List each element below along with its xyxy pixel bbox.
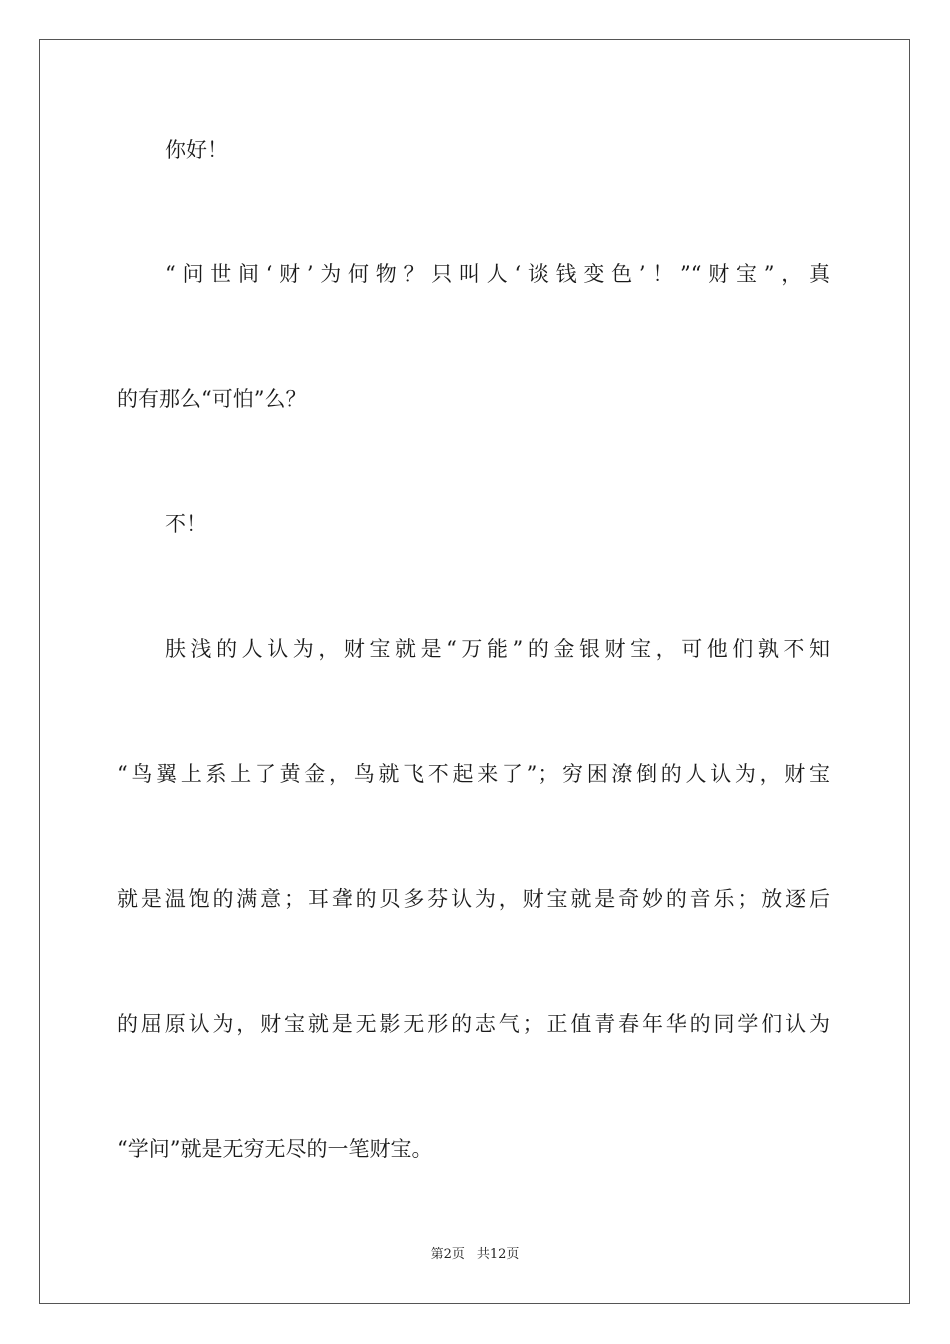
paragraph-line: “问世间‘财’为何物？只叫人‘谈钱变色’！”“财宝”，真 [165,262,830,286]
paragraph-line: “鸟翼上系上了黄金，鸟就飞不起来了”；穷困潦倒的人认为，财宝 [117,762,830,786]
page-number: 第2页 [430,1247,465,1262]
page-total: 共12页 [476,1247,520,1262]
paragraph-line: 肤浅的人认为，财宝就是“万能”的金银财宝，可他们孰不知 [165,637,830,661]
paragraph-line: “学问”就是无穷无尽的一笔财宝。 [117,1137,433,1161]
paragraph-line: 的有那么“可怕”么？ [117,387,307,411]
paragraph-greeting: 你好！ [165,138,228,162]
paragraph-line: 就是温饱的满意；耳聋的贝多芬认为，财宝就是奇妙的音乐；放逐后 [117,887,830,911]
paragraph-line: 的屈原认为，财宝就是无影无形的志气；正值青春年华的同学们认为 [117,1012,830,1036]
page-border [39,39,910,1304]
page-footer [0,1246,950,1264]
paragraph-line: 不！ [165,512,207,536]
